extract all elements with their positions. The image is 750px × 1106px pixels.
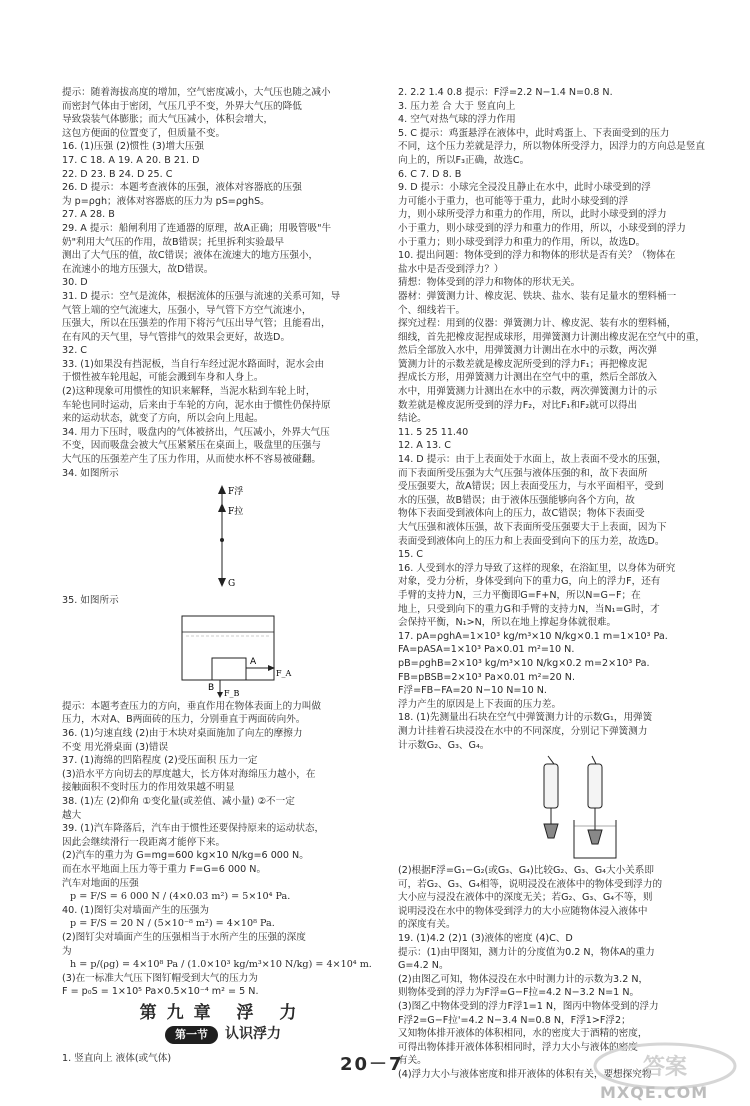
answer-line: 35. 如图所示 — [62, 595, 119, 607]
answer-line: 14. D 提示：由于上表面处于水面上，故上表面不受水的压强， — [398, 454, 667, 466]
answer-line: 36. (1)匀速直线 (2)由于木块对桌面施加了向左的摩擦力 — [62, 728, 303, 739]
answer-line: 15. C — [398, 549, 424, 561]
left-column — [62, 86, 384, 1066]
answer-line: 车轮也同时运动，后来由于车轮的方向，泥水由于惯性仍保持原 — [62, 399, 331, 411]
answer-line: 38. (1)左 (2)仰角 ①变化量(或差值、减小量) ②不一定 — [62, 795, 295, 807]
answer-line: 对象，受力分析，身体受到向下的重力G，向上的浮力F，还有 — [398, 576, 661, 588]
force-arrows-figure — [62, 482, 384, 592]
answer-line: 又知物体排开液体的体积相同，水的密度大于酒精的密度， — [398, 1028, 648, 1040]
answer-line: F = p₀S = 1×10⁵ Pa×0.5×10⁻⁴ m² = 5 N. — [62, 986, 259, 998]
formula: h = p/(ρg) = 4×10⁸ Pa / (1.0×10³ kg/m³×10 N/kg) = 4×10⁴ m. — [70, 959, 372, 971]
answer-line: 表面受到液体向上的压力和上表面受到向下的压力差，故选D。 — [398, 535, 665, 547]
answer-line: 大气压强和液体压强，故下表面所受压强要大于上表面，因为下 — [398, 522, 667, 533]
answer-line: 在流速小的地方压强大，故D错误。 — [62, 263, 214, 275]
answer-line: 可得出物体排开液体体积相同时，浮力大小与液体的密度 — [398, 1041, 638, 1053]
answer-line: 簧测力计的示数差就是橡皮泥所受到的浮力F₁；再把橡皮泥 — [398, 358, 648, 370]
answer-line: 则物体受到的浮力为F浮=G−F拉=4.2 N−3.2 N=1 N。 — [398, 987, 640, 999]
answer-line: (2)汽车的重力为 G=mg=600 kg×10 N/kg=6 000 N。 — [62, 850, 309, 862]
answer-line: FB=pBSB=2×10³ Pa×0.01 m²=20 N. — [398, 671, 575, 683]
answer-line: 探究过程：用到的仪器：弹簧测力计、橡皮泥、装有水的塑料桶， — [398, 318, 677, 330]
answer-line: 压强大，所以在压强差的作用下将污气压出导气管；且能看出， — [62, 318, 331, 330]
answer-line: 大气压的压强差产生了压力作用，从而使水杯不容易被碰翻。 — [62, 454, 322, 466]
answer-line: 12. A 13. C — [398, 440, 451, 452]
right-column — [398, 86, 714, 1082]
answer-line: 盐水中是否受到浮力？） — [398, 263, 504, 275]
answer-block-left-3 — [62, 700, 384, 890]
answer-line: 17. pA=ρghA=1×10³ kg/m³×10 N/kg×0.1 m=1×10³ Pa. — [398, 630, 668, 642]
answer-line: 16. 人受到水的浮力导致了这样的现象，在浴缸里，以身体为研究 — [398, 562, 676, 574]
answer-line: 提示：随着海拔高度的增加，空气密度减小，大气压也随之减小 — [62, 87, 331, 98]
force-label: F拉 — [228, 507, 244, 518]
answer-line: 4. 空气对热气球的浮力作用 — [398, 114, 516, 126]
answer-line: (2)这种现象可用惯性的知识来解释，当泥水粘到车轮上时， — [62, 386, 316, 398]
answer-line: 39. (1)汽车降落后，汽车由于惯性还要保持原来的运动状态， — [62, 823, 325, 835]
answer-line: 为 p=ρgh；液体对容器底的压力为 pS=ρghS。 — [62, 195, 270, 207]
answer-line: 大小应与浸没在液体中的深度无关；若G₂、G₃、G₄不等，则 — [398, 892, 653, 904]
formula: p = F/S = 6 000 N / (4×0.03 m²) = 5×10⁴ Pa. — [70, 891, 291, 903]
spring-scale-illustration — [398, 754, 714, 862]
answer-line: (2)根据F浮=G₁−G₂(或G₃、G₄)比较G₂、G₃、G₄大小关系即 — [398, 865, 654, 877]
answer-line: (3)图乙中物体受到的浮力F浮1=1 N，图丙中物体受到的浮力 — [398, 1001, 659, 1013]
answer-line: pB=ρghB=2×10³ kg/m³×10 N/kg×0.2 m=2×10³ Pa. — [398, 657, 650, 669]
answer-line: 6. C 7. D 8. B — [398, 168, 462, 180]
answer-line: 10. 提出问题：物体受到的浮力和物体的形状是否有关？（物体在 — [398, 250, 676, 262]
answer-line: 水中，用弹簧测力计测出在水中的示数，两次弹簧测力计的示 — [398, 386, 658, 398]
answer-line: 导致袋装气体膨胀；而大气压减小，体积会增大， — [62, 114, 274, 126]
answer-line: 29. A 提示：船闸利用了连通器的原理，故A正确；用吸管吸"牛 — [62, 222, 332, 234]
answer-line: 数差就是橡皮泥所受到的浮力F₂，对比F₁和F₂就可以得出 — [398, 399, 638, 411]
answer-line: 34. 用力下压时，吸盘内的气体被挤出，气压减小，外界大气压 — [62, 426, 330, 438]
answer-line: 19. (1)4.2 (2)1 (3)液体的密度 (4)C、D — [398, 933, 573, 945]
answer-line: 小于重力，则小球受到的浮力和重力的作用，所以，小球受到的浮力 — [398, 222, 686, 234]
answer-line: 16. (1)压强 (2)惯性 (3)增大压强 — [62, 141, 204, 153]
answer-line: 在有风的天气里，导气管排气的效果会更好，故选D。 — [62, 331, 291, 343]
answer-line: 33. (1)如果没有挡泥板，当自行车经过泥水路面时，泥水会由 — [62, 358, 325, 370]
answer-line: 小于重力；则小球受到浮力和重力的作用，所以，故选D。 — [398, 236, 646, 248]
answer-block-left-4 — [62, 904, 384, 918]
answer-line: 不同，这个压力差就是浮力，所以物体所受浮力，因浮力的方向总是竖直 — [398, 141, 705, 153]
answer-block-left-2 — [62, 594, 384, 608]
answer-line: 26. D 提示：本题考查液体的压强，液体对容器底的压强 — [62, 182, 302, 194]
answer-line: F浮=FB−FA=20 N−10 N=10 N. — [398, 685, 547, 697]
section-heading — [62, 1026, 384, 1044]
answer-line: 22. D 23. B 24. D 25. C — [62, 168, 173, 180]
answer-line: 3. 压力差 合 大于 竖直向上 — [398, 100, 516, 112]
answer-line: FA=pASA=1×10³ Pa×0.01 m²=10 N. — [398, 644, 575, 656]
answer-line: 27. A 28. B — [62, 209, 115, 221]
answer-line: 11. 5 25 11.40 — [398, 426, 469, 438]
section-badge: 第一节 — [165, 1026, 218, 1044]
answer-line: 因此会继续滑行一段距离才能停下来。 — [62, 836, 226, 848]
answer-line: G=4.2 N。 — [398, 960, 449, 972]
answer-line: 物体下表面受到液体向上的压力，故C错误；物体下表面受 — [398, 508, 645, 520]
answer-line: (3)在一标准大气压下图钉帽受到大气的压力为 — [62, 972, 258, 984]
answer-line: 力，则小球所受浮力和重力的作用，所以，此时小球受到的浮力 — [398, 209, 667, 221]
answer-line: 浮力产生的原因是上下表面的压力差。 — [398, 698, 562, 710]
answer-line: 器材：弹簧测力计、橡皮泥、铁块、盐水、装有足量水的塑料桶一 — [398, 290, 677, 302]
answer-line: 31. D 提示：空气是流体，根据流体的压强与流速的关系可知，导 — [62, 290, 341, 302]
answer-line: 猜想：物体受到的浮力和物体的形状无关。 — [398, 277, 581, 289]
answer-line: 来的运动状态，就变了方向，所以会向上甩起。 — [62, 413, 264, 425]
answer-line: 32. C — [62, 345, 88, 357]
svg-text:答案: 答案 — [642, 1055, 688, 1080]
answer-line: 接触面积不变时压力的作用效果越不明显 — [62, 782, 235, 794]
watermark-text: MXQE.COM — [600, 1083, 709, 1102]
answer-line: (4)浮力大小与液体密度和排开液体的体积有关，要想探究物 — [398, 1069, 652, 1080]
answer-line: 这包方便面的位置变了，但质量不变。 — [62, 127, 226, 139]
point-label: B — [208, 682, 215, 693]
answer-line: 于惯性被车轮甩起，可能会溅到车身和人身上。 — [62, 372, 264, 384]
answer-block-right-1 — [398, 86, 714, 752]
chapter-title: 第九章 浮 力 — [139, 1002, 307, 1023]
answer-line: 测力计挂着石块浸没在水中的不同深度，分别记下弹簧测力 — [398, 725, 648, 737]
answer-line: 不变 用光滑桌面 (3)错误 — [62, 741, 169, 753]
answer-line: (2)由图乙可知，物体浸没在水中时测力计的示数为3.2 N， — [398, 973, 649, 985]
answer-line: (2)图钉尖对墙面产生的压强相当于水所产生的压强的深度 — [62, 931, 306, 943]
answer-line: 1. 竖直向上 液体(或气体) — [62, 1053, 172, 1065]
answer-line: 而在水平地面上压力等于重力 F=G=6 000 N。 — [62, 863, 267, 875]
answer-block-left-6 — [62, 972, 384, 999]
container-figure — [62, 610, 384, 698]
answer-line: 地上，只受到向下的重力G和手臂的支持力N，当N₁=G时，才 — [398, 603, 660, 615]
answer-line: 而密封气体由于密闭，气压几乎不变，外界大气压的降低 — [62, 100, 302, 112]
answer-line: 而下表面所受压强为大气压强与液体压强的和，故下表面所 — [398, 467, 648, 479]
answer-line: 9. D 提示：小球完全浸没且静止在水中，此时小球受到的浮 — [398, 182, 651, 194]
answer-line: 说明浸没在水中的物体受到浮力的大小应随物体浸入液体中 — [398, 905, 648, 917]
answer-line: 奶"利用大气压的作用，故B错误；托里拆利实验最早 — [62, 236, 285, 248]
answer-line: 提示：(1)由甲图知，测力计的分度值为0.2 N，物体A的重力 — [398, 946, 655, 958]
answer-line: 测出了大气压的值，故C错误；液体在流速大的地方压强小， — [62, 250, 319, 262]
container-diagram-35 — [62, 610, 384, 698]
force-label: F_B — [224, 688, 240, 698]
answer-line: 提示：本题考查压力的方向，垂直作用在物体表面上的力叫做 — [62, 700, 322, 712]
answer-line: 18. (1)先测量出石块在空气中弹簧测力计的示数G₁，用弹簧 — [398, 712, 653, 724]
answer-line: 结论。 — [398, 413, 427, 425]
section-title: 认识浮力 — [225, 1026, 282, 1043]
force-label: F浮 — [228, 487, 244, 498]
answer-line: 气管上端的空气流速大，压强小，导气管下方空气流速小， — [62, 304, 312, 316]
answer-line: 个、细线若干。 — [398, 304, 466, 316]
answer-line: 计示数G₂、G₃、G₄。 — [398, 739, 490, 751]
answer-line: 压力，木对A、B两面砖的压力，分别垂直于两面砖向外。 — [62, 714, 306, 726]
page-number: 20－7 — [340, 1054, 404, 1075]
answer-line: 受压强要大，故A错误；因上表面受压力，与水平面相平，受到 — [398, 481, 664, 493]
answer-line: 可，若G₂、G₃、G₄相等，说明浸没在液体中的物体受到浮力的 — [398, 878, 663, 890]
answer-line: 40. (1)图钉尖对墙面产生的压强为 — [62, 904, 210, 916]
answer-line: (3)沿水平方向切去的厚度越大，长方体对海绵压力越小，在 — [62, 768, 316, 780]
answer-line: 捏成长方形，用弹簧测力计测出在空气中的重，然后全部放入 — [398, 372, 658, 384]
answer-line: 水的压强，故B错误；由于液体压强能够向各个方向，故 — [398, 494, 635, 506]
spring-scale-figure-18 — [398, 754, 714, 862]
answer-line: 的深度有关。 — [398, 919, 456, 931]
answer-line: 会保持平衡，N₁>N，所以在地上撑起身体就很难。 — [398, 617, 617, 629]
force-label: G — [228, 579, 236, 590]
answer-line: 然后全部放入水中，用弹簧测力计测出在水中的示数，两次弹 — [398, 345, 658, 357]
answer-line: F浮2=G−F拉'=4.2 N−3.4 N=0.8 N，F浮1>F浮2； — [398, 1014, 631, 1026]
answer-line: 手臂的支持力N，三力平衡即G=F+N，所以N=G−F；在 — [398, 589, 641, 601]
answer-line: 5. C 提示：鸡蛋悬浮在液体中，此时鸡蛋上、下表面受到的压力 — [398, 127, 670, 139]
answer-line: 有关。 — [398, 1055, 427, 1067]
answer-line: 力可能小于重力，也可能等于重力，此时小球受到的浮 — [398, 195, 629, 207]
force-diagram-34 — [62, 482, 384, 592]
answer-line: 2. 2.2 1.4 0.8 提示：F浮=2.2 N−1.4 N=0.8 N. — [398, 87, 613, 98]
answer-line: 34. 如图所示 — [62, 467, 119, 479]
answer-line: 37. (1)海绵的凹陷程度 (2)受压面积 压力一定 — [62, 755, 258, 767]
answer-line: 30. D — [62, 277, 88, 289]
point-label: A — [250, 656, 257, 667]
force-label: F_A — [276, 668, 292, 678]
answer-block-left-1 — [62, 86, 384, 480]
answer-line: 不变，因而吸盘会被大气压紧紧压在桌面上，吸盘里的压强与 — [62, 440, 322, 452]
formula: p = F/S = 20 N / (5×10⁻⁸ m²) = 4×10⁸ Pa. — [70, 918, 275, 930]
answer-line: 越大 — [62, 809, 82, 821]
answer-line: 细线，首先把橡皮泥捏成球形，用弹簧测力计测出橡皮泥在空气中的重， — [398, 331, 705, 343]
answer-block-left-5 — [62, 931, 384, 958]
answer-line: 向上的，所以F₃正确，故选C。 — [398, 154, 530, 166]
answer-line: 汽车对地面的压强 — [62, 877, 139, 889]
answer-line: 17. C 18. A 19. A 20. B 21. D — [62, 154, 200, 166]
answer-line: 为 — [62, 945, 72, 957]
